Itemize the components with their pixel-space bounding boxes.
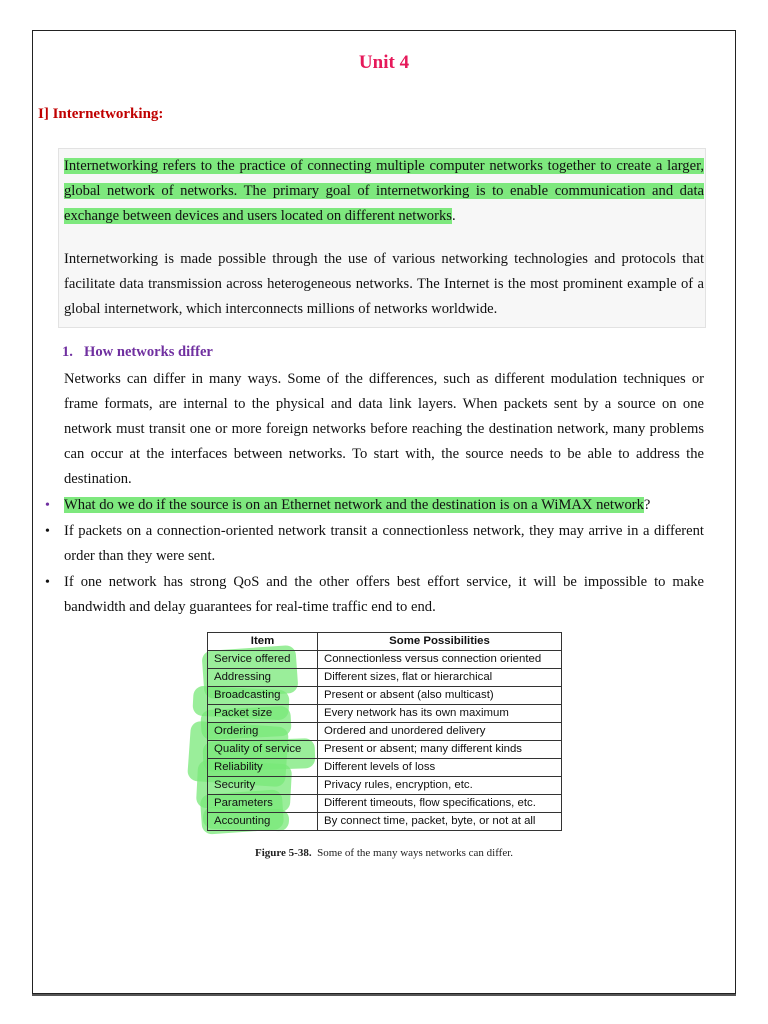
subsection-heading	[62, 344, 213, 361]
column-header-item: Item	[208, 633, 318, 651]
subsection-paragraph: Networks can differ in many ways. Some of the differences, such as different modulation techniques or frame formats, are internal to the physical and data link layers. When packets sent by a source on one network must transit one or more foreign networks before reaching the destination network, many problems can occur at the interfaces between networks. To start with, the source needs to be able to address the destination.	[64, 371, 704, 487]
highlighted-text: What do we do if the source is on an Ethernet network and the destination is on a WiMAX network	[64, 497, 644, 513]
table-header-row	[208, 633, 562, 651]
table-row	[208, 651, 562, 669]
differences-table-wrap	[207, 632, 562, 831]
table-cell-item: Broadcasting	[208, 687, 318, 705]
bullet-icon: •	[45, 498, 50, 513]
intro-paragraph-1-tail: .	[451, 208, 456, 224]
table-cell-possibility: Present or absent (also multicast)	[318, 687, 562, 705]
table-cell-item: Accounting	[208, 813, 318, 831]
subsection-number: 1.	[62, 344, 73, 360]
table-cell-item: Quality of service	[208, 741, 318, 759]
table-row	[208, 687, 562, 705]
table-row	[208, 795, 562, 813]
page-title: Unit 4	[358, 52, 410, 73]
bullet-text: If packets on a connection-oriented network transit a connectionless network, they may arrive in a different order than they were sent.	[64, 522, 704, 564]
figure-caption	[0, 847, 768, 859]
intro-paragraph-1	[64, 154, 704, 229]
differences-table	[207, 632, 562, 831]
subsection-title: How networks differ	[84, 344, 213, 360]
bullet-text: ?	[643, 497, 651, 513]
bullet-text: If one network has strong QoS and the other offers best effort service, it will be impossible to make bandwidth and delay guarantees for real-time traffic end to end.	[64, 573, 704, 615]
table-cell-item: Reliability	[208, 759, 318, 777]
bottom-rule	[32, 994, 736, 996]
figure-caption-text: Some of the many ways networks can differ.	[317, 847, 514, 859]
highlighted-text: Internetworking refers to the practice of connecting multiple computer networks together to create a larger, global network of networks. The primary goal of internetworking is to enable communication and data exchange between devices and users located on different networks	[64, 158, 704, 224]
table-row	[208, 813, 562, 831]
table-row	[208, 723, 562, 741]
table-cell-possibility: Privacy rules, encryption, etc.	[318, 777, 562, 795]
table-cell-item: Addressing	[208, 669, 318, 687]
table-cell-item: Packet size	[208, 705, 318, 723]
table-row	[208, 669, 562, 687]
figure-label: Figure 5-38.	[254, 847, 312, 859]
table-cell-possibility: Different timeouts, flow specifications, etc.	[318, 795, 562, 813]
table-cell-possibility: Different sizes, flat or hierarchical	[318, 669, 562, 687]
table-row	[208, 759, 562, 777]
table-cell-possibility: Every network has its own maximum	[318, 705, 562, 723]
table-row	[208, 741, 562, 759]
table-cell-possibility: By connect time, packet, byte, or not at all	[318, 813, 562, 831]
section-heading: I] Internetworking:	[38, 106, 164, 122]
bullet-list	[40, 493, 704, 621]
table-cell-possibility: Different levels of loss	[318, 759, 562, 777]
column-header-possibilities: Some Possibilities	[318, 633, 562, 651]
table-row	[208, 777, 562, 795]
table-cell-possibility: Present or absent; many different kinds	[318, 741, 562, 759]
list-item	[40, 570, 704, 621]
list-item	[40, 519, 704, 570]
intro-paragraph-2: Internetworking is made possible through the use of various networking technologies and protocols that facilitate data transmission across heterogeneous networks. The Internet is the most prominent example of a global internetwork, which interconnects millions of networks worldwide.	[64, 251, 704, 317]
table-cell-possibility: Connectionless versus connection oriented	[318, 651, 562, 669]
table-cell-item: Security	[208, 777, 318, 795]
bullet-icon: •	[45, 574, 50, 590]
table-cell-item: Ordering	[208, 723, 318, 741]
table-cell-item: Parameters	[208, 795, 318, 813]
table-row	[208, 705, 562, 723]
list-item	[40, 493, 704, 519]
table-cell-item: Service offered	[208, 651, 318, 669]
table-cell-possibility: Ordered and unordered delivery	[318, 723, 562, 741]
bullet-icon: •	[45, 523, 50, 539]
